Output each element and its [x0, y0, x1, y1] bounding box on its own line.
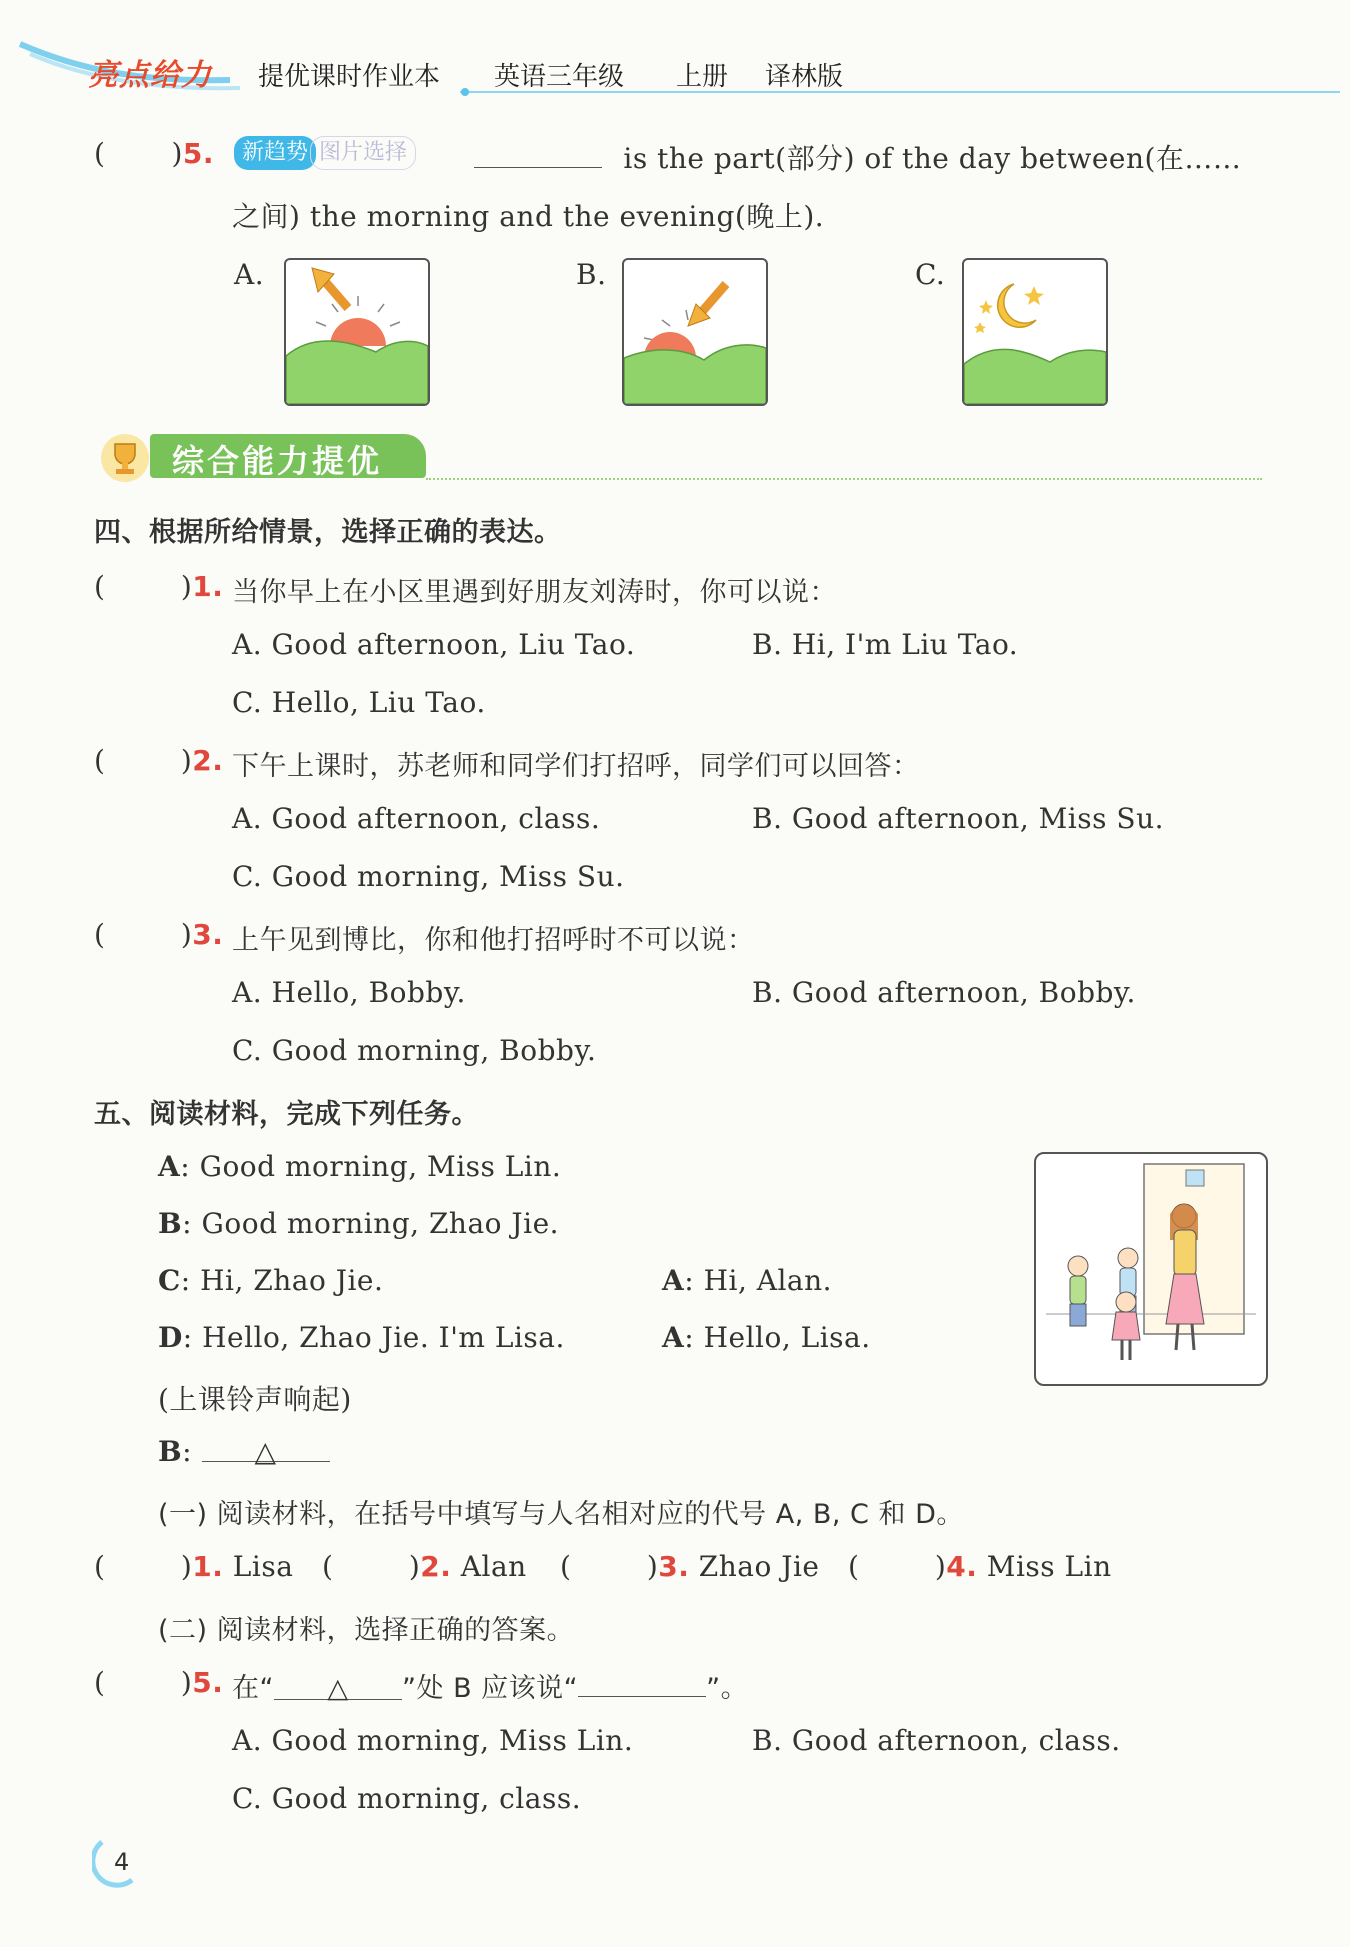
- match-item-alan[interactable]: ( )2. Alan: [322, 1550, 527, 1583]
- sunset-picture[interactable]: [622, 258, 768, 406]
- dialog-line: C: Hi, Zhao Jie.: [158, 1264, 384, 1297]
- dialog-line-b-blank: B: △: [158, 1435, 330, 1468]
- q1-stem: 当你早上在小区里遇到好朋友刘涛时，你可以说：: [232, 577, 837, 608]
- option-b-label: B.: [576, 258, 607, 291]
- moon-icon: [998, 284, 1036, 327]
- trend-badge: 新趋势 图片选择: [234, 136, 416, 170]
- classroom-picture[interactable]: [1034, 1152, 1268, 1386]
- answer-paren-4-2[interactable]: ( )2.: [94, 744, 224, 777]
- boy-figure-1: [1068, 1256, 1088, 1326]
- banner-divider: [426, 478, 1262, 480]
- bell-note: (上课铃声响起): [158, 1383, 352, 1416]
- section-banner-title: 综合能力提优: [172, 442, 383, 480]
- q2-option-a[interactable]: A. Good afternoon, class.: [232, 802, 601, 835]
- part2-instruction: (二) 阅读材料，选择正确的答案。: [158, 1615, 575, 1646]
- q5-option-b[interactable]: B. Good afternoon, class.: [752, 1724, 1121, 1757]
- dialog-line: A: Good morning, Miss Lin.: [158, 1150, 562, 1183]
- option-a-label: A.: [234, 258, 265, 291]
- part1-instruction: (一) 阅读材料，在括号中填写与人名相对应的代号 A, B, C 和 D。: [158, 1499, 964, 1530]
- match-item-lisa[interactable]: ( )1. Lisa: [94, 1550, 294, 1583]
- option-c-label: C.: [915, 258, 946, 291]
- q1-option-a[interactable]: A. Good afternoon, Liu Tao.: [232, 628, 636, 661]
- answer-blank[interactable]: [474, 141, 602, 168]
- dialog-line: D: Hello, Zhao Jie. I'm Lisa.: [158, 1321, 565, 1354]
- q1-option-b[interactable]: B. Hi, I'm Liu Tao.: [752, 628, 1019, 661]
- section5-title: 五、阅读材料，完成下列任务。: [94, 1099, 479, 1130]
- header-edition: 译林版: [765, 62, 844, 92]
- q3-option-a[interactable]: A. Hello, Bobby.: [232, 976, 466, 1009]
- answer-blank[interactable]: △: [202, 1435, 330, 1462]
- star-icons: [974, 286, 1044, 333]
- dialog-line: B: Good morning, Zhao Jie.: [158, 1207, 560, 1240]
- answer-paren-4-1[interactable]: ( )1.: [94, 570, 224, 603]
- q5top-line2: 之间) the morning and the evening(晚上).: [232, 200, 825, 233]
- dialog-line: A: Hi, Alan.: [662, 1264, 833, 1297]
- answer-blank[interactable]: [578, 1670, 706, 1697]
- header-series: 提优课时作业本: [258, 62, 441, 92]
- page-number: 4: [114, 1848, 130, 1876]
- match-item-zhao-jie[interactable]: ( )3. Zhao Jie: [560, 1550, 820, 1583]
- answer-paren-top5[interactable]: ( )5.: [94, 137, 214, 170]
- section4-title: 四、根据所给情景，选择正确的表达。: [94, 517, 562, 548]
- night-picture[interactable]: [962, 258, 1108, 406]
- answer-paren-4-3[interactable]: ( )3.: [94, 918, 224, 951]
- q5-option-a[interactable]: A. Good morning, Miss Lin.: [232, 1724, 634, 1757]
- q5top-line1: is the part(部分) of the day between(在……: [474, 137, 1241, 177]
- q5-stem: 在“ △ ”处 B 应该说“ ”。: [232, 1666, 748, 1705]
- answer-paren-5-5[interactable]: ( )5.: [94, 1666, 224, 1699]
- q1-option-c[interactable]: C. Hello, Liu Tao.: [232, 686, 486, 719]
- answer-blank[interactable]: △: [274, 1673, 402, 1700]
- q3-option-b[interactable]: B. Good afternoon, Bobby.: [752, 976, 1136, 1009]
- girl-figure: [1112, 1292, 1140, 1360]
- dialog-line: A: Hello, Lisa.: [662, 1321, 871, 1354]
- q2-option-b[interactable]: B. Good afternoon, Miss Su.: [752, 802, 1165, 835]
- q2-option-c[interactable]: C. Good morning, Miss Su.: [232, 860, 625, 893]
- sunrise-picture[interactable]: [284, 258, 430, 406]
- match-item-miss-lin[interactable]: ( )4. Miss Lin: [848, 1550, 1112, 1583]
- header-subject: 英语三年级: [494, 62, 625, 92]
- header-volume: 上册: [676, 62, 729, 92]
- q3-option-c[interactable]: C. Good morning, Bobby.: [232, 1034, 597, 1067]
- brand-logo: 亮点给力: [88, 58, 212, 93]
- trophy-icon: [98, 432, 152, 484]
- q5-option-c[interactable]: C. Good morning, class.: [232, 1782, 582, 1815]
- q3-stem: 上午见到博比，你和他打招呼时不可以说：: [232, 925, 755, 956]
- q2-stem: 下午上课时，苏老师和同学们打招呼，同学们可以回答：: [232, 751, 920, 782]
